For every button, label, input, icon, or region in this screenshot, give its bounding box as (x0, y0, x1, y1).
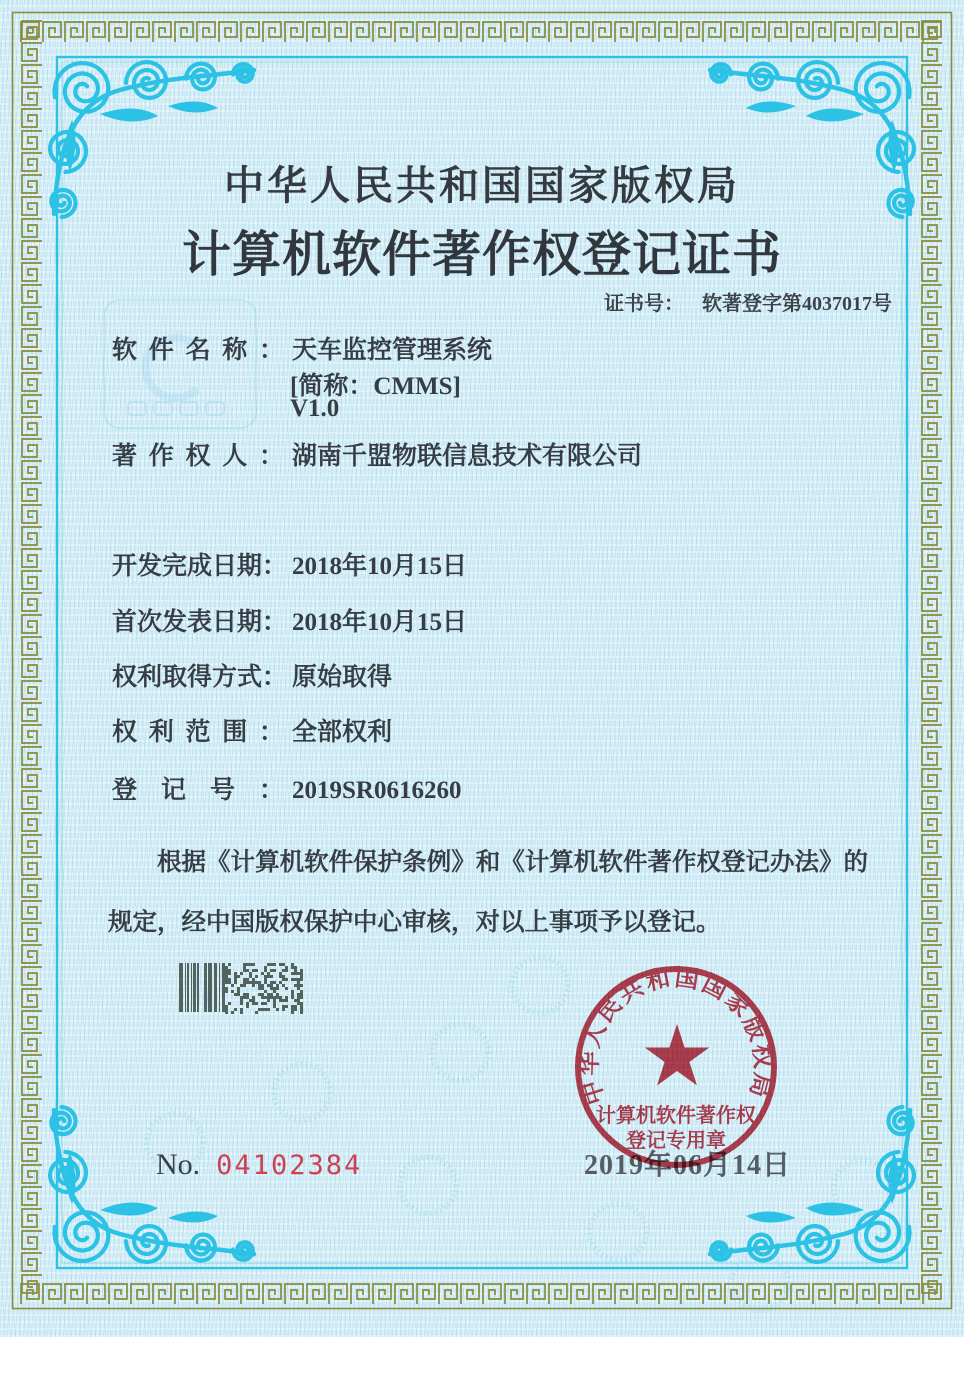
field-rights-scope (112, 712, 392, 748)
field-copyright-owner (112, 436, 642, 472)
field-label: 软件名称： (112, 337, 284, 364)
software-short-name: [简称：CMMS] (290, 373, 461, 400)
software-version: V1.0 (290, 395, 340, 422)
field-label: 开发完成日期： (112, 553, 288, 580)
field-value: 2018年10月15日 (292, 553, 468, 580)
field-value: 天车监控管理系统 (292, 337, 493, 364)
field-software-name (112, 330, 492, 366)
field-label: 著作权人： (112, 443, 284, 470)
field-value: 2019SR0616260 (292, 777, 462, 804)
certificate-number-label: 证书号： (604, 293, 684, 315)
field-label: 登记号： (112, 777, 284, 804)
certificate-title: 计算机软件著作权登记证书 (181, 227, 782, 282)
star-icon (645, 1024, 710, 1086)
official-seal (572, 963, 780, 1171)
issue-date: 2019年06月14日 (584, 1150, 792, 1181)
seal-ring-text: 中华人民共和国国家版权局 (576, 965, 776, 1108)
registration-statement: 根据《计算机软件保护条例》和《计算机软件著作权登记办法》的规定，经中国版权保护中心审核，对以上事项予以登记。 (108, 849, 868, 936)
serial-number-line (156, 1148, 362, 1182)
barcode (179, 962, 319, 1014)
field-label: 权利取得方式： (112, 664, 288, 691)
seal-text-line1: 计算机软件著作权 (596, 1105, 756, 1127)
field-first-publish-date (112, 602, 467, 638)
field-rights-acquisition (112, 657, 392, 693)
serial-number: 04102384 (216, 1150, 363, 1181)
field-value: 2018年10月15日 (292, 609, 468, 636)
certificate-number-value: 软著登字第4037017号 (702, 293, 892, 315)
field-value: 湖南千盟物联信息技术有限公司 (292, 443, 643, 470)
issuing-authority-title: 中华人民共和国国家版权局 (224, 163, 740, 208)
field-label: 首次发表日期： (112, 609, 288, 636)
seal-text-line2: 登记专用章 (626, 1130, 726, 1152)
field-label: 权利范围： (112, 719, 284, 746)
field-dev-complete-date (112, 546, 467, 582)
field-registration-no (112, 770, 461, 806)
field-value: 全部权利 (292, 719, 393, 746)
serial-prefix: No. (156, 1148, 201, 1181)
field-value: 原始取得 (292, 664, 393, 691)
certificate-number-line (604, 287, 892, 316)
